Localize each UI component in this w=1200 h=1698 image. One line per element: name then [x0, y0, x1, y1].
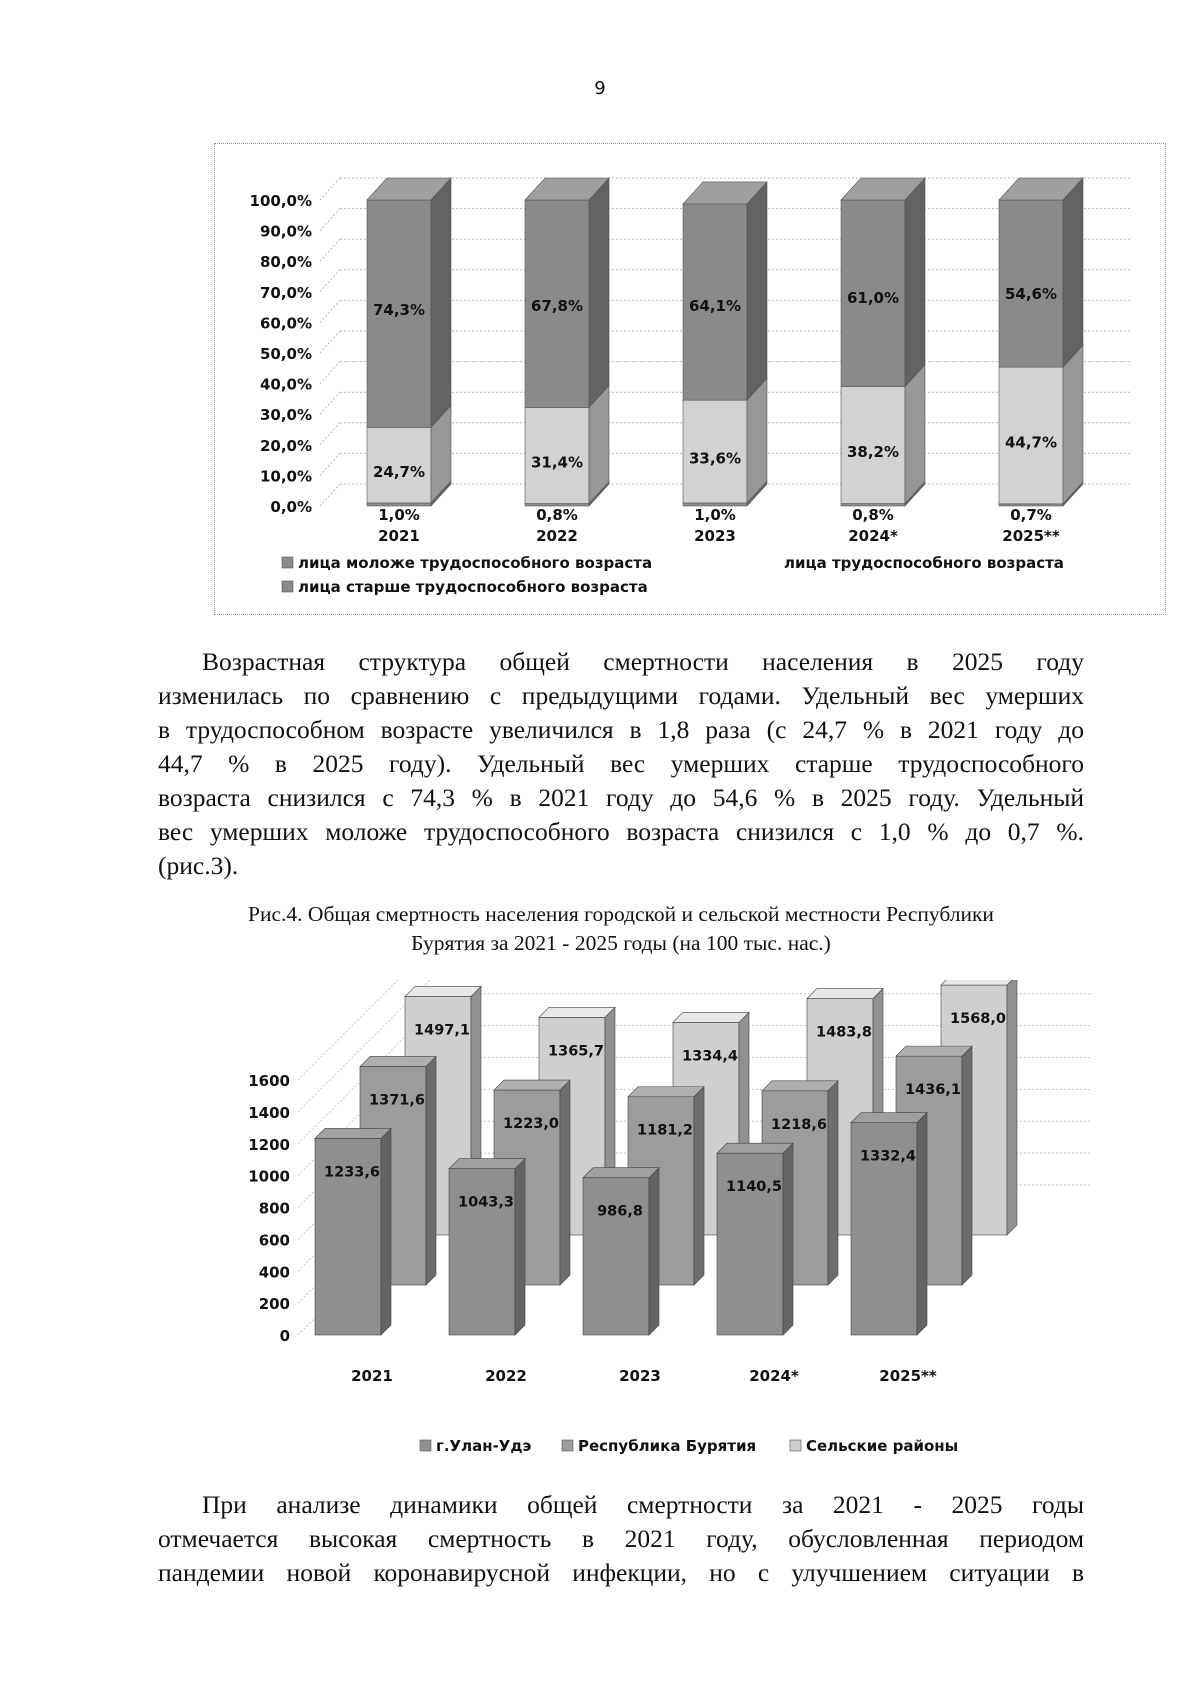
bar-segment-side [1063, 178, 1083, 367]
data-label: 74,3% [372, 301, 426, 319]
bar-segment-side [589, 178, 609, 407]
bar-top [941, 980, 1017, 985]
paragraph-line: 44,7 % в 2025 году). Удельный вес умерших старше трудоспособного [158, 749, 1084, 778]
gridline-side [320, 331, 340, 353]
y-tick-label: 600 [258, 1231, 290, 1250]
y-tick-label: 80,0% [259, 253, 312, 272]
data-label: 0,8% [536, 506, 578, 524]
bar-side [426, 1056, 436, 1285]
legend-swatch [282, 557, 293, 568]
data-label: 1497,1 [414, 1022, 470, 1039]
data-label: 54,6% [1004, 285, 1058, 303]
bar-top [539, 1007, 615, 1017]
data-label: 1568,0 [950, 1011, 1006, 1028]
y-tick-label: 30,0% [259, 406, 312, 425]
bar-top [762, 1081, 838, 1091]
paragraph-line: пандемии новой коронавирусной инфекции, но с улучшением ситуации в [158, 1558, 1084, 1587]
y-tick-label: 40,0% [259, 375, 312, 394]
x-tick-label: 2021 [351, 1367, 393, 1385]
gridline-side [320, 453, 340, 475]
data-label: 1371,6 [369, 1092, 425, 1109]
legend-swatch [282, 581, 293, 592]
legend-label: Сельские районы [806, 1437, 959, 1455]
data-label: 1436,1 [905, 1082, 961, 1099]
data-label: 1043,3 [458, 1194, 514, 1211]
paragraph-line: При анализе динамики общей смертности за 2021 - 2025 годы [202, 1490, 1084, 1519]
bar-segment-side [1063, 345, 1083, 504]
y-tick-label: 1400 [248, 1103, 290, 1122]
gridline-side [320, 423, 340, 445]
bar-top [405, 986, 481, 996]
paragraph-line: отмечается высокая смертность в 2021 году, обусловленная периодом [158, 1524, 1084, 1553]
y-tick-label: 10,0% [259, 467, 312, 486]
y-tick-label: 100,0% [249, 192, 312, 210]
bar-side [783, 1143, 793, 1335]
y-tick-label: 20,0% [259, 436, 312, 455]
x-tick-label: 2023 [694, 527, 736, 545]
data-label: 1483,8 [816, 1024, 872, 1041]
gridline-side [320, 484, 340, 506]
data-label: 1365,7 [548, 1043, 604, 1060]
data-label: 1233,6 [324, 1164, 380, 1181]
data-label: 0,7% [1010, 506, 1052, 524]
gridline-side [320, 178, 340, 200]
figure-4-caption-line-1: Рис.4. Общая смертность населения городской и сельской местности Республики [248, 902, 994, 926]
x-tick-label: 2023 [619, 1367, 661, 1385]
bar-side [828, 1081, 838, 1285]
bar-top [449, 1159, 525, 1169]
bar-segment-side [747, 182, 767, 400]
data-label: 1140,5 [726, 1179, 782, 1196]
gridline-side [320, 300, 340, 322]
x-tick-label: 2022 [485, 1367, 527, 1385]
bar-front [449, 1169, 515, 1335]
data-label: 31,4% [530, 453, 584, 472]
data-label: 1,0% [694, 506, 736, 524]
data-label: 986,8 [597, 1203, 643, 1220]
x-tick-label: 2021 [378, 527, 420, 545]
bar-top [494, 1080, 570, 1090]
legend-label: лица трудоспособного возраста [784, 554, 1064, 572]
gridline-side [320, 239, 340, 261]
x-tick-label: 2025** [879, 1367, 937, 1385]
data-label: 0,8% [852, 506, 894, 524]
figure-3-age-structure-chart [0, 0, 1200, 640]
paragraph-line: возраста снизился с 74,3 % в 2021 году до 54,6 % в 2025 году. Удельный [158, 783, 1084, 812]
bar-segment-side [905, 365, 925, 504]
data-label: 1332,4 [860, 1148, 916, 1165]
paragraph-mortality-dynamics [158, 1488, 1084, 1590]
data-label: 44,7% [1004, 433, 1058, 452]
bar-front [583, 1178, 649, 1335]
x-tick-label: 2024* [848, 527, 898, 545]
bar-side [560, 1080, 570, 1285]
legend-label: Республика Бурятия [578, 1437, 757, 1455]
bar-top [673, 1012, 749, 1022]
legend-label: г.Улан-Удэ [436, 1437, 532, 1455]
bar-side [694, 1087, 704, 1285]
y-tick-label: 1000 [248, 1167, 290, 1186]
legend-label: лица моложе трудоспособного возраста [298, 554, 653, 572]
paragraph-line: в трудоспособном возрасте увеличился в 1,8 раза (с 24,7 % в 2021 году до [158, 715, 1084, 744]
data-label: 67,8% [530, 297, 584, 315]
gridline-side [320, 362, 340, 384]
paragraph-line: изменилась по сравнению с предыдущими годами. Удельный вес умерших [158, 681, 1084, 710]
bar-top [628, 1087, 704, 1097]
paragraph-age-structure [158, 645, 1084, 883]
y-tick-label: 0,0% [270, 498, 312, 516]
y-tick-label: 1600 [248, 1072, 290, 1090]
bar-segment-side [431, 178, 451, 427]
legend-label: лица старше трудоспособного возраста [298, 578, 648, 596]
bar-top [717, 1143, 793, 1153]
y-tick-label: 400 [258, 1263, 290, 1282]
figure-4-caption-line-2: Бурятия за 2021 - 2025 годы (на 100 тыс. нас.) [411, 931, 831, 955]
data-label: 38,2% [846, 443, 900, 462]
paragraph-line: Возрастная структура общей смертности населения в 2025 году [202, 647, 1084, 676]
bar-top [851, 1113, 927, 1123]
bar-top [896, 1046, 972, 1056]
y-tick-label: 70,0% [259, 283, 312, 302]
y-tick-label: 1200 [248, 1135, 290, 1154]
bar-top [360, 1056, 436, 1066]
data-label: 61,0% [846, 289, 900, 307]
bar-top [315, 1128, 391, 1138]
bar-segment-side [905, 178, 925, 387]
gridline-side [320, 270, 340, 292]
x-tick-label: 2022 [536, 527, 578, 545]
data-label: 1,0% [378, 506, 420, 524]
figure-4-caption [158, 900, 1084, 958]
data-label: 1334,4 [682, 1048, 738, 1065]
bar-side [649, 1168, 659, 1335]
figure-4-mortality-chart [0, 980, 1200, 1500]
y-tick-label: 50,0% [259, 345, 312, 363]
y-tick-label: 0 [279, 1327, 290, 1345]
bar-top [807, 989, 883, 999]
x-tick-label: 2025** [1002, 527, 1060, 545]
bar-segment-front [999, 200, 1063, 367]
data-label: 1218,6 [771, 1116, 827, 1133]
data-label: 24,7% [372, 463, 426, 482]
y-tick-label: 60,0% [259, 314, 312, 333]
bar-side [917, 1113, 927, 1335]
gridline-side [320, 209, 340, 231]
paragraph-line: вес умерших моложе трудоспособного возраста снизился с 1,0 % до 0,7 %. [158, 817, 1084, 846]
legend-swatch [420, 1440, 431, 1451]
y-tick-label: 200 [258, 1295, 290, 1314]
paragraph-line: (рис.3). [158, 851, 239, 880]
x-tick-label: 2024* [749, 1367, 799, 1385]
data-label: 1223,0 [503, 1116, 559, 1133]
y-tick-label: 90,0% [259, 222, 312, 241]
bar-side [1007, 980, 1017, 1235]
data-label: 33,6% [688, 449, 742, 468]
page-number: 9 [594, 78, 606, 99]
bar-side [381, 1128, 391, 1335]
bar-top [583, 1168, 659, 1178]
bar-side [515, 1159, 525, 1335]
legend-swatch [562, 1440, 573, 1451]
y-tick-label: 800 [258, 1199, 290, 1218]
legend-swatch [790, 1440, 801, 1451]
data-label: 1181,2 [637, 1122, 693, 1139]
bar-side [962, 1046, 972, 1285]
gridline-side [320, 392, 340, 414]
data-label: 64,1% [688, 296, 742, 315]
